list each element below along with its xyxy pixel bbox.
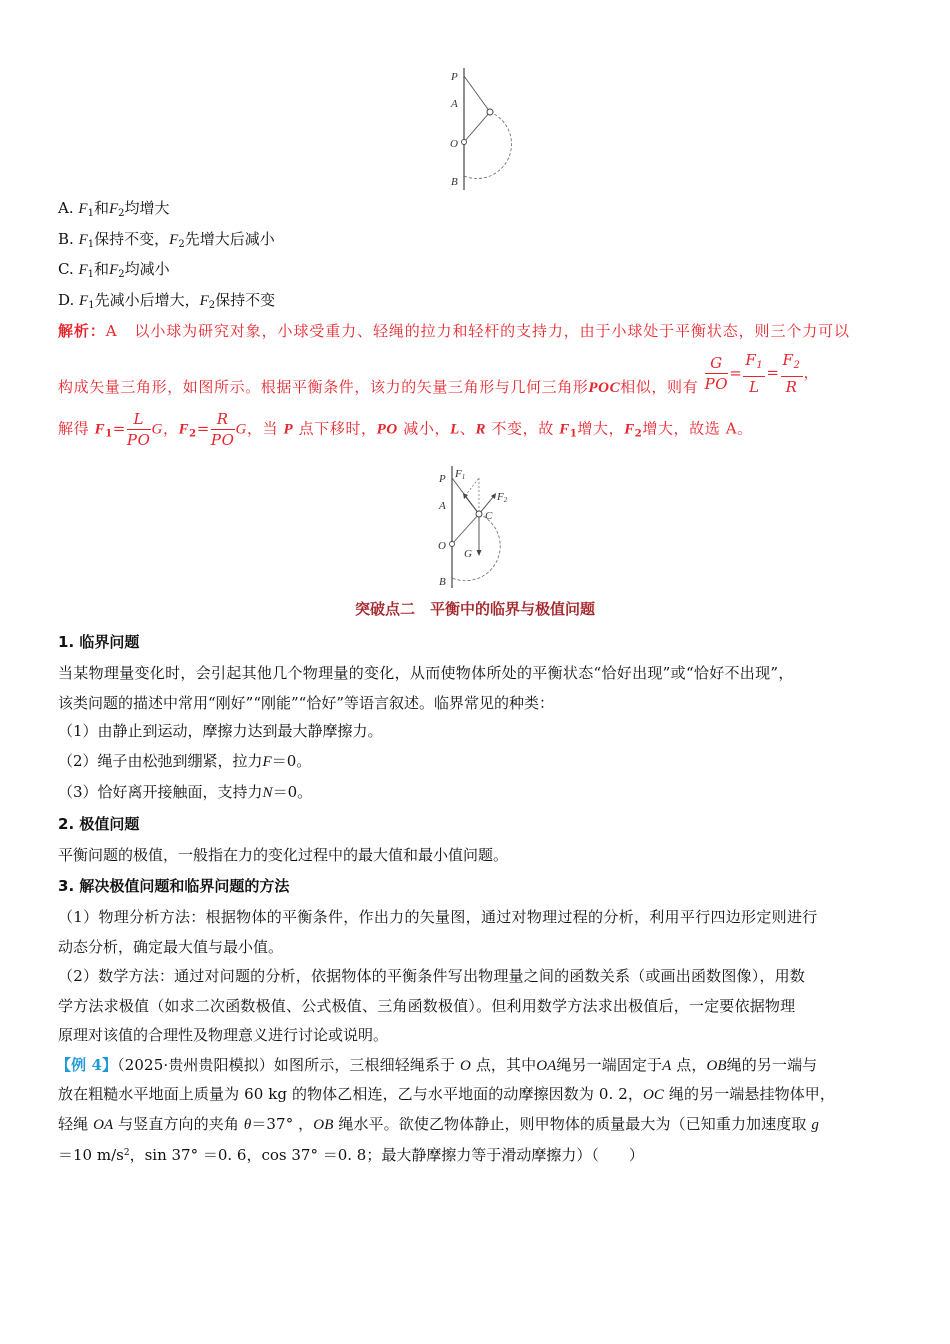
fig2-label-c: C [485,510,493,522]
list-item-critical-1: （1）由静止到运动，摩擦力达到最大静摩擦力。 [58,722,383,740]
example-line-3: 轻绳 OA 与竖直方向的夹角 θ＝37° ，OB 绳水平。欲使乙物体静止，则甲物体的质量最大为（已知重力加速度取 g [58,1115,819,1133]
fraction-f1-l: $\frac{F_1}{L}$ [745,351,764,396]
list-item-critical-2: （2）绳子由松弛到绷紧，拉力F＝0。 [58,752,312,770]
para-extreme: 平衡问题的极值，一般指在力的变化过程中的最大值和最小值问题。 [58,846,509,864]
option-d[interactable]: D. $F_1$先减小后增大，$F_2$保持不变 [58,291,276,311]
para-critical-1: 当某物理量变化时，会引起其他几个物理量的变化，从而使物体所处的平衡状态“恰好出现”或“恰好不出现”， [58,664,794,682]
option-c[interactable]: C. $F_1$和$F_2$均减小 [58,260,170,280]
fig1-label-p: P [451,71,458,83]
fig2-label-g: G [464,548,472,560]
heading-extreme: 2. 极值问题 [58,815,140,833]
example-tag: 【例 4】 [56,1056,118,1074]
fraction-g-po: $\frac{G}{PO}$ [704,354,729,393]
example-line-2: 放在粗糙水平地面上质量为 60 kg 的物体乙相连，乙与水平地面的动摩擦因数为 0. 2，OC 绳的另一端悬挂物体甲， [58,1085,836,1103]
option-b[interactable]: B. $F_1$保持不变，$F_2$先增大后减小 [58,230,275,250]
figure-pendulum-rod [440,66,520,192]
example-line-4: ＝10 $m/s^2$，sin 37° ＝0. 6，cos 37° ＝0. 8；最大静摩擦力等于滑动摩擦力）（ ） [58,1146,644,1164]
section-title: 突破点二 平衡中的临界与极值问题 [354,600,595,618]
fraction-f2-r: $\frac{F_2}{R}$ [782,351,801,396]
heading-critical: 1. 临界问题 [58,633,140,651]
fraction-l-po: $\frac{L}{PO}$ [126,410,151,449]
fig2-label-f2: F2 [497,491,508,504]
para-methods-2: 动态分析，确定最大值与最小值。 [58,938,284,956]
list-item-critical-3: （3）恰好离开接触面，支持力N＝0。 [58,783,313,801]
analysis-line-3: 解得 $F_1=$ $\frac{L}{PO}$ G，$F_2=$ $\frac{R}{PO}$ G，当 P 点下移时，PO 减小，L、R 不变，故 $F_1$增大，$F_2$增大，故选 A。 [58,410,753,449]
option-a[interactable]: A. $F_1$和$F_2$均增大 [58,199,170,219]
para-critical-2: 该类问题的描述中常用“刚好”“刚能”“恰好”等语言叙述。临界常见的种类： [58,694,555,712]
para-methods-4: 学方法求极值（如求二次函数极值、公式极值、三角函数极值）。但利用数学方法求出极值后，一定要依据物理 [58,997,796,1015]
fraction-r-po: $\frac{R}{PO}$ [210,410,235,449]
para-methods-3: （2）数学方法：通过对问题的分析，依据物体的平衡条件写出物理量之间的函数关系（或画出函数图像），用数 [58,967,806,985]
para-methods-5: 原理对该值的合理性及物理意义进行讨论或说明。 [58,1026,389,1044]
fig2-label-a: A [439,500,446,512]
analysis-line-1: 解析：A 以小球为研究对象，小球受重力、轻绳的拉力和轻杆的支持力，由于小球处于平衡状态，则三个力可以 [58,322,850,340]
para-methods-1: （1）物理分析方法：根据物体的平衡条件，作出力的矢量图，通过对物理过程的分析，利用平行四边形定则进行 [58,908,818,926]
fig1-label-o: O [450,138,458,150]
fig2-label-f1: F1 [455,468,466,481]
fig2-label-p: P [439,473,446,485]
fig2-label-b: B [439,576,446,588]
example-line-1: 【例 4】（2025·贵州贵阳模拟）如图所示，三根细轻绳系于 O 点，其中OA绳另一端固定于A 点，OB绳的另一端与 [56,1056,818,1074]
fig2-label-o: O [438,540,446,552]
heading-methods: 3. 解决极值问题和临界问题的方法 [58,877,290,895]
figure-force-triangle [432,462,522,590]
fig1-label-a: A [451,98,458,110]
fig1-label-b: B [451,176,458,188]
analysis-line-2: 构成矢量三角形，如图所示。根据平衡条件，该力的矢量三角形与几何三角形POC相似，则有 $\frac{G}{PO}$ = $\frac{F_1}{L}$ = $\frac{F_2}{R}$ ， [58,351,820,396]
